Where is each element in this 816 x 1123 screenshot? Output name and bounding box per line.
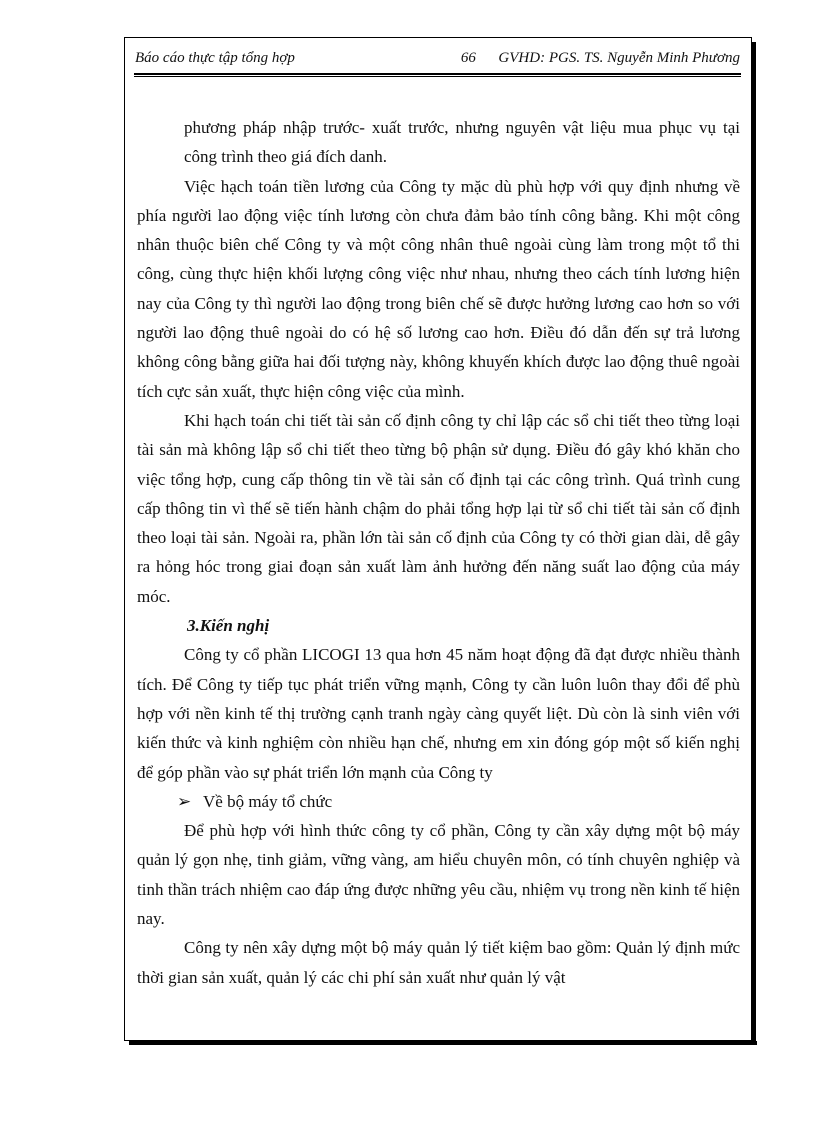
bullet-item bbox=[137, 787, 740, 816]
paragraph-continued: phương pháp nhập trước- xuất trước, nhưng nguyên vật liệu mua phục vụ tại công trình theo giá đích danh. bbox=[184, 118, 740, 167]
header-title: Báo cáo thực tập tổng hợp bbox=[135, 50, 295, 66]
paragraph-company: Công ty cổ phần LICOGI 13 qua hơn 45 năm hoạt động đã đạt được nhiều thành tích. Để Công ty tiếp tục phát triển vững mạnh, Công ty cần luôn luôn thay đổi để phù hợp với nền kinh tế thị trường cạnh tranh ngày càng quyết liệt. Dù còn là sinh viên với kiến thức và kinh nghiệm còn nhiều hạn chế, nhưng em xin đóng góp một số kiến nghị để góp phần vào sự phát triển lớn mạnh của Công ty bbox=[137, 645, 740, 782]
paragraph-fixed-assets: Khi hạch toán chi tiết tài sản cố định công ty chỉ lập các sổ chi tiết theo từng loại tài sản mà không lập sổ chi tiết theo từng bộ phận sử dụng. Điều đó gây khó khăn cho việc tổng hợp, cung cấp thông tin về tài sản cố định tại các công trình. Quá trình cung cấp thông tin vì thế sẽ tiến hành chậm do phải tổng hợp lại từ sổ chi tiết tài sản cố định theo loại tài sản. Ngoài ra, phần lớn tài sản cố định của Công ty có thời gian dài, dễ gây ra hỏng hóc trong giai đoạn sản xuất làm ảnh hưởng đến năng suất lao động của máy móc. bbox=[137, 410, 740, 606]
bullet-label: Về bộ máy tổ chức bbox=[203, 791, 333, 811]
document-body bbox=[137, 113, 740, 992]
paragraph-organization: Để phù hợp với hình thức công ty cổ phần, Công ty cần xây dựng một bộ máy quản lý gọn nhẹ, tinh giảm, vững vàng, am hiểu chuyên môn, có tính chuyên nghiệp và tinh thần trách nhiệm cao đáp ứng được những yêu cầu, nhiệm vụ trong nền kinh tế hiện nay. bbox=[137, 821, 740, 929]
border-shadow-right bbox=[752, 42, 756, 1042]
header-right bbox=[461, 50, 740, 67]
paragraph-management: Công ty nên xây dựng một bộ máy quản lý tiết kiệm bao gồm: Quản lý định mức thời gian sản xuất, quản lý các chi phí sản xuất như quản lý vật bbox=[137, 938, 740, 987]
header-advisor: GVHD: PGS. TS. Nguyễn Minh Phương bbox=[498, 50, 740, 66]
header-rule-thin bbox=[134, 76, 741, 77]
page-number: 66 bbox=[460, 50, 476, 66]
arrow-bullet-icon: ➢ bbox=[177, 791, 192, 811]
header-rule bbox=[134, 73, 741, 75]
border-shadow-bottom bbox=[129, 1041, 757, 1045]
page-header bbox=[135, 48, 740, 72]
section-heading: 3.Kiến nghị bbox=[187, 616, 270, 636]
paragraph-salary: Việc hạch toán tiền lương của Công ty mặc dù phù hợp với quy định nhưng về phía người lao động việc tính lương còn chưa đảm bảo tính công bằng. Khi một công nhân thuộc biên chế Công ty và một công nhân thuê ngoài cùng làm trong một tổ thi công, cùng thực hiện khối lượng công việc như nhau, nhưng theo cách tính lương hiện nay của Công ty thì người lao động trong biên chế sẽ được hưởng lương cao hơn so với người lao động thuê ngoài do có hệ số lương cao hơn. Điều đó dẫn đến sự trả lương không công bằng giữa hai đối tượng này, không khuyến khích được lao động thuê ngoài tích cực sản xuất, thực hiện công việc của mình. bbox=[137, 176, 740, 401]
